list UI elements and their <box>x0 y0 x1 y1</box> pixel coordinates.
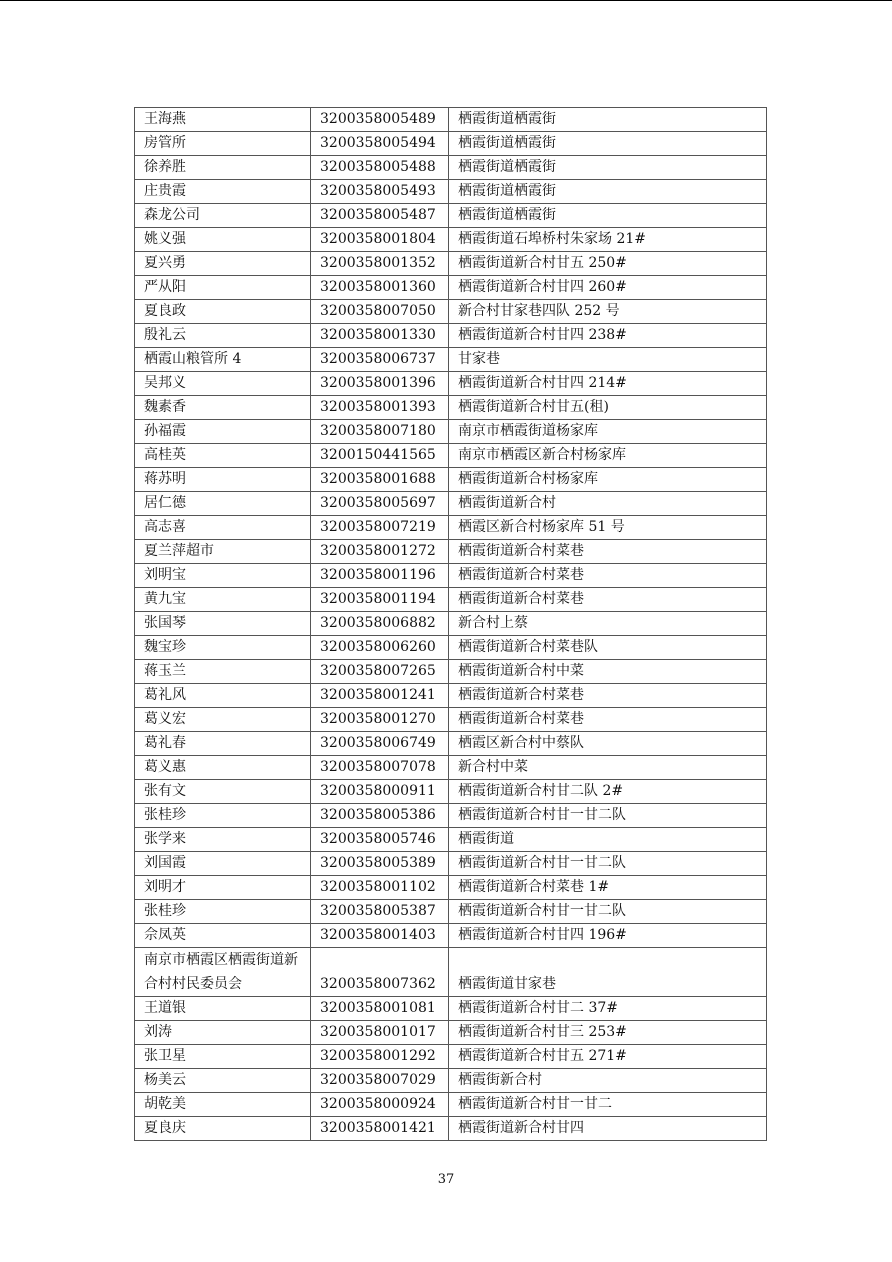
code-cell: 3200358005487 <box>311 204 449 228</box>
table-row <box>135 997 767 1021</box>
code-cell: 3200358005697 <box>311 492 449 516</box>
table-row <box>135 588 767 612</box>
code-cell: 3200358007029 <box>311 1069 449 1093</box>
code-cell: 3200358001241 <box>311 684 449 708</box>
code-cell: 3200358001102 <box>311 876 449 900</box>
table-row <box>135 684 767 708</box>
table-row <box>135 180 767 204</box>
name-cell: 杨美云 <box>135 1069 311 1093</box>
address-cell: 栖霞街道新合村甘三 253# <box>449 1021 767 1045</box>
name-cell: 夏兴勇 <box>135 252 311 276</box>
table-row <box>135 900 767 924</box>
table-row <box>135 564 767 588</box>
name-cell: 蒋玉兰 <box>135 660 311 684</box>
name-cell: 栖霞山粮管所 4 <box>135 348 311 372</box>
name-cell: 张有文 <box>135 780 311 804</box>
address-cell: 栖霞街道新合村菜巷 <box>449 684 767 708</box>
address-cell: 栖霞街道栖霞街 <box>449 132 767 156</box>
address-cell: 栖霞街道新合村甘五(租) <box>449 396 767 420</box>
address-cell: 栖霞街道新合村甘二 37# <box>449 997 767 1021</box>
address-cell: 新合村甘家巷四队 252 号 <box>449 300 767 324</box>
code-cell: 3200358005387 <box>311 900 449 924</box>
code-cell: 3200358006882 <box>311 612 449 636</box>
table-row <box>135 324 767 348</box>
name-cell: 葛义宏 <box>135 708 311 732</box>
address-cell: 栖霞街道新合村菜巷 <box>449 564 767 588</box>
address-cell: 栖霞街道新合村菜巷 <box>449 708 767 732</box>
address-cell: 栖霞街道新合村甘一甘二 <box>449 1093 767 1117</box>
table-row <box>135 732 767 756</box>
name-cell: 蒋苏明 <box>135 468 311 492</box>
records-table-body <box>135 108 767 1141</box>
table-row <box>135 348 767 372</box>
code-cell: 3200358007219 <box>311 516 449 540</box>
name-cell: 孙福霞 <box>135 420 311 444</box>
address-cell: 栖霞街道新合村甘五 271# <box>449 1045 767 1069</box>
name-cell: 居仁德 <box>135 492 311 516</box>
name-cell: 严从阳 <box>135 276 311 300</box>
address-cell: 栖霞街道栖霞街 <box>449 108 767 132</box>
table-row <box>135 204 767 228</box>
address-cell: 甘家巷 <box>449 348 767 372</box>
table-row <box>135 372 767 396</box>
table-row <box>135 636 767 660</box>
table-row <box>135 876 767 900</box>
name-cell: 刘明才 <box>135 876 311 900</box>
table-row <box>135 300 767 324</box>
records-table <box>134 107 767 1141</box>
table-row <box>135 444 767 468</box>
table-row <box>135 828 767 852</box>
address-cell: 栖霞街道新合村甘四 214# <box>449 372 767 396</box>
table-row <box>135 948 767 997</box>
table-row <box>135 132 767 156</box>
name-cell: 夏良庆 <box>135 1117 311 1141</box>
code-cell: 3200358006749 <box>311 732 449 756</box>
address-cell: 栖霞街道新合村甘一甘二队 <box>449 900 767 924</box>
code-cell: 3200358001421 <box>311 1117 449 1141</box>
name-cell: 高志喜 <box>135 516 311 540</box>
code-cell: 3200358001196 <box>311 564 449 588</box>
table-row <box>135 468 767 492</box>
address-cell: 栖霞街道新合村 <box>449 492 767 516</box>
name-cell: 张桂珍 <box>135 804 311 828</box>
name-cell: 南京市栖霞区栖霞街道新合村村民委员会 <box>135 948 311 997</box>
code-cell: 3200358007050 <box>311 300 449 324</box>
address-cell: 栖霞街道新合村甘四 260# <box>449 276 767 300</box>
table-row <box>135 276 767 300</box>
address-cell: 栖霞街道栖霞街 <box>449 204 767 228</box>
code-cell: 3200358001688 <box>311 468 449 492</box>
name-cell: 张桂珍 <box>135 900 311 924</box>
name-cell: 张学来 <box>135 828 311 852</box>
name-cell: 葛礼春 <box>135 732 311 756</box>
code-cell: 3200358000924 <box>311 1093 449 1117</box>
code-cell: 3200358000911 <box>311 780 449 804</box>
address-cell: 南京市栖霞区新合村杨家库 <box>449 444 767 468</box>
address-cell: 栖霞街道新合村杨家库 <box>449 468 767 492</box>
name-cell: 魏宝珍 <box>135 636 311 660</box>
code-cell: 3200358001270 <box>311 708 449 732</box>
address-cell: 栖霞街新合村 <box>449 1069 767 1093</box>
address-cell: 栖霞街道新合村甘四 238# <box>449 324 767 348</box>
name-cell: 黄九宝 <box>135 588 311 612</box>
name-cell: 张国琴 <box>135 612 311 636</box>
address-cell: 栖霞街道新合村甘一甘二队 <box>449 852 767 876</box>
address-cell: 栖霞街道新合村甘五 250# <box>449 252 767 276</box>
name-cell: 葛礼风 <box>135 684 311 708</box>
name-cell: 胡乾美 <box>135 1093 311 1117</box>
address-cell: 栖霞街道新合村甘四 196# <box>449 924 767 948</box>
table-row <box>135 612 767 636</box>
name-cell: 张卫星 <box>135 1045 311 1069</box>
code-cell: 3200358006737 <box>311 348 449 372</box>
code-cell: 3200358001804 <box>311 228 449 252</box>
name-cell: 刘国霞 <box>135 852 311 876</box>
code-cell: 3200150441565 <box>311 444 449 468</box>
code-cell: 3200358005493 <box>311 180 449 204</box>
table-row <box>135 1045 767 1069</box>
name-cell: 佘凤英 <box>135 924 311 948</box>
name-cell: 夏兰萍超市 <box>135 540 311 564</box>
code-cell: 3200358001017 <box>311 1021 449 1045</box>
address-cell: 栖霞街道新合村甘二队 2# <box>449 780 767 804</box>
table-row <box>135 1069 767 1093</box>
table-row <box>135 492 767 516</box>
code-cell: 3200358001396 <box>311 372 449 396</box>
page-top-border <box>0 0 892 1</box>
name-cell: 夏良政 <box>135 300 311 324</box>
address-cell: 栖霞街道新合村菜巷 1# <box>449 876 767 900</box>
table-row <box>135 1021 767 1045</box>
name-cell: 吴邦义 <box>135 372 311 396</box>
address-cell: 新合村上蔡 <box>449 612 767 636</box>
address-cell: 栖霞街道新合村中菜 <box>449 660 767 684</box>
code-cell: 3200358005494 <box>311 132 449 156</box>
name-cell: 魏素香 <box>135 396 311 420</box>
name-cell: 高桂英 <box>135 444 311 468</box>
table-row <box>135 708 767 732</box>
name-cell: 殷礼云 <box>135 324 311 348</box>
code-cell: 3200358001403 <box>311 924 449 948</box>
code-cell: 3200358007078 <box>311 756 449 780</box>
address-cell: 栖霞街道新合村菜巷 <box>449 588 767 612</box>
table-row <box>135 780 767 804</box>
name-cell: 王道银 <box>135 997 311 1021</box>
table-row <box>135 420 767 444</box>
name-cell: 葛义惠 <box>135 756 311 780</box>
table-row <box>135 516 767 540</box>
code-cell: 3200358001360 <box>311 276 449 300</box>
address-cell: 栖霞街道石埠桥村朱家场 21# <box>449 228 767 252</box>
code-cell: 3200358005389 <box>311 852 449 876</box>
code-cell: 3200358005746 <box>311 828 449 852</box>
code-cell: 3200358007362 <box>311 948 449 997</box>
name-cell: 森龙公司 <box>135 204 311 228</box>
code-cell: 3200358005488 <box>311 156 449 180</box>
code-cell: 3200358001352 <box>311 252 449 276</box>
code-cell: 3200358001272 <box>311 540 449 564</box>
address-cell: 南京市栖霞街道杨家库 <box>449 420 767 444</box>
code-cell: 3200358001393 <box>311 396 449 420</box>
table-row <box>135 660 767 684</box>
code-cell: 3200358001194 <box>311 588 449 612</box>
code-cell: 3200358005386 <box>311 804 449 828</box>
code-cell: 3200358001292 <box>311 1045 449 1069</box>
code-cell: 3200358001081 <box>311 997 449 1021</box>
address-cell: 栖霞街道新合村甘一甘二队 <box>449 804 767 828</box>
code-cell: 3200358005489 <box>311 108 449 132</box>
address-cell: 栖霞街道新合村菜巷 <box>449 540 767 564</box>
address-cell: 栖霞区新合村杨家库 51 号 <box>449 516 767 540</box>
address-cell: 栖霞街道 <box>449 828 767 852</box>
address-cell: 栖霞街道新合村甘四 <box>449 1117 767 1141</box>
address-cell: 栖霞区新合村中蔡队 <box>449 732 767 756</box>
address-cell: 新合村中菜 <box>449 756 767 780</box>
table-row <box>135 804 767 828</box>
address-cell: 栖霞街道新合村菜巷队 <box>449 636 767 660</box>
table-row <box>135 1093 767 1117</box>
code-cell: 3200358007180 <box>311 420 449 444</box>
code-cell: 3200358001330 <box>311 324 449 348</box>
address-cell: 栖霞街道栖霞街 <box>449 180 767 204</box>
table-row <box>135 108 767 132</box>
table-row <box>135 756 767 780</box>
name-cell: 庄贵霞 <box>135 180 311 204</box>
table-row <box>135 924 767 948</box>
table-row <box>135 156 767 180</box>
name-cell: 徐养胜 <box>135 156 311 180</box>
table-row <box>135 228 767 252</box>
name-cell: 房管所 <box>135 132 311 156</box>
table-row <box>135 396 767 420</box>
name-cell: 刘涛 <box>135 1021 311 1045</box>
address-cell: 栖霞街道栖霞街 <box>449 156 767 180</box>
name-cell: 王海燕 <box>135 108 311 132</box>
code-cell: 3200358006260 <box>311 636 449 660</box>
table-row <box>135 540 767 564</box>
page-number: 37 <box>437 1172 455 1187</box>
table-row <box>135 252 767 276</box>
table-row <box>135 1117 767 1141</box>
name-cell: 姚义强 <box>135 228 311 252</box>
code-cell: 3200358007265 <box>311 660 449 684</box>
address-cell: 栖霞街道甘家巷 <box>449 948 767 997</box>
name-cell: 刘明宝 <box>135 564 311 588</box>
table-row <box>135 852 767 876</box>
